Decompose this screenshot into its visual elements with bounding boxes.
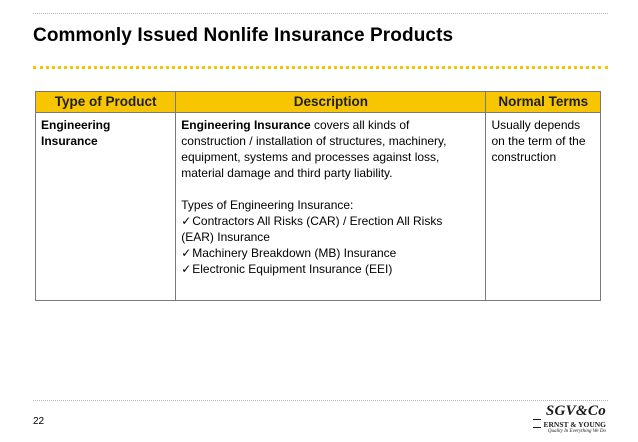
type-item-text: Contractors All Risks (CAR) / Erection All Risks: [192, 214, 443, 228]
bottom-divider: [33, 400, 608, 401]
terms-cell: [486, 113, 601, 301]
product-name-line2: Insurance: [41, 134, 98, 148]
company-logo: [512, 403, 608, 437]
types-list: [181, 213, 480, 277]
paragraph-spacer: [181, 181, 480, 197]
logo-subtitle: ERNST & YOUNG: [533, 419, 606, 429]
terms-line2: on the term of the: [491, 134, 586, 148]
top-divider: [33, 13, 608, 14]
description-line4: material damage and third party liability.: [181, 166, 393, 180]
product-cell: [36, 113, 176, 301]
list-item: [181, 245, 480, 261]
terms-line3: construction: [491, 150, 557, 164]
product-name-line1: Engineering: [41, 118, 111, 132]
checkmark-icon: ✓: [181, 214, 192, 228]
type-item-text: Electronic Equipment Insurance (EEI): [192, 262, 393, 276]
checkmark-icon: ✓: [181, 262, 192, 276]
description-rest: covers all kinds of: [310, 118, 410, 132]
type-item-text: Machinery Breakdown (MB) Insurance: [192, 246, 397, 260]
checkmark-icon: ✓: [181, 246, 192, 260]
page-number: 22: [33, 416, 45, 427]
slide-title: Commonly Issued Nonlife Insurance Products: [33, 25, 454, 46]
header-description: Description: [176, 92, 486, 113]
header-normal-terms: Normal Terms: [486, 92, 601, 113]
logo-wordmark: SGV&Co: [545, 403, 606, 419]
description-cell: [176, 113, 486, 301]
description-line1: [181, 117, 480, 133]
table-header-row: [36, 92, 601, 113]
list-item-continuation: [181, 229, 480, 245]
list-item: [181, 213, 480, 229]
header-type-of-product: Type of Product: [36, 92, 176, 113]
logo-tagline: Quality In Everything We Do: [547, 429, 606, 434]
title-underline: [33, 66, 608, 69]
table-row: [36, 113, 601, 301]
types-heading: Types of Engineering Insurance:: [181, 198, 354, 212]
description-line2: construction / installation of structures, machinery,: [181, 134, 447, 148]
ey-mark-icon: [533, 419, 541, 428]
type-item-text: (EAR) Insurance: [181, 230, 270, 244]
list-item: [181, 261, 480, 277]
description-line3: equipment, systems and processes against loss,: [181, 150, 440, 164]
description-lead: Engineering Insurance: [181, 118, 311, 132]
products-table: [35, 91, 601, 301]
terms-line1: Usually depends: [491, 118, 581, 132]
